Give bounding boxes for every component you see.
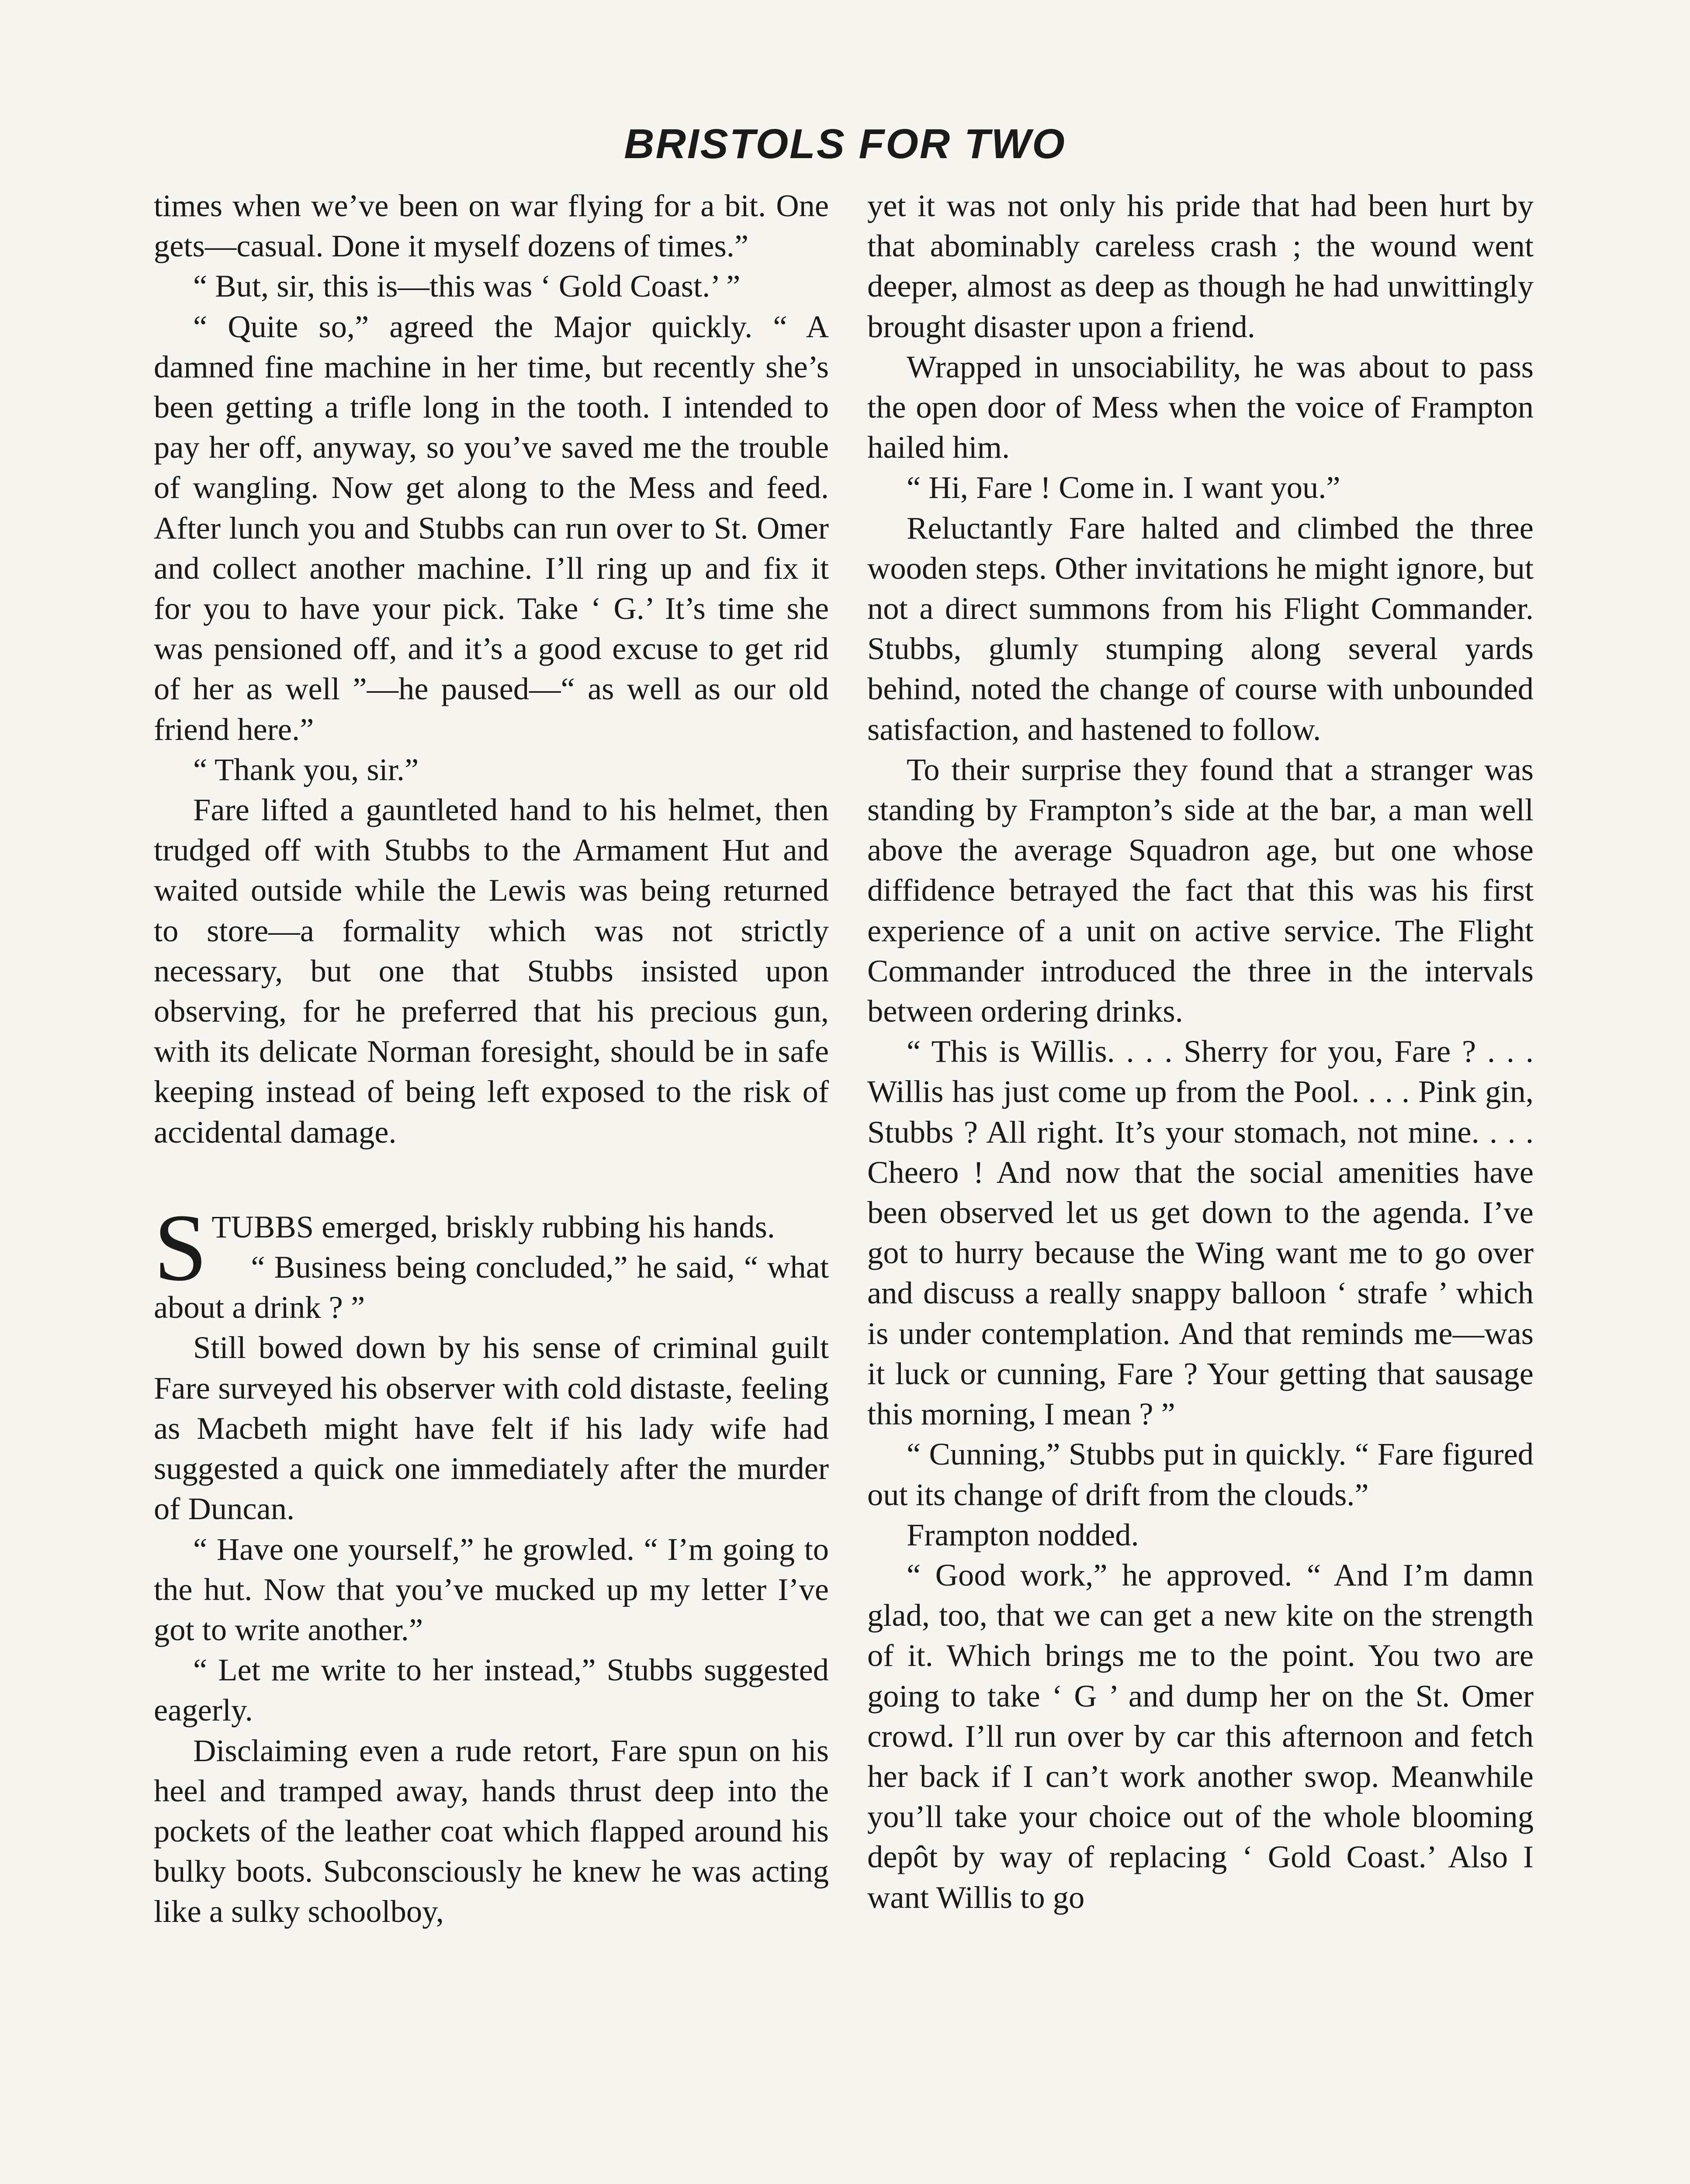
paragraph: “ This is Willis. . . . Sherry for you, Fare ? . . . Willis has just come up from the Pool. . . . Pink gin, Stubbs ? All right. It’s your stomach, not mine. . . . Cheero ! And now that the social amenities have been observed let us get down to the agenda. I’ve got to hurry because the Wing want me to go over and discuss a really snappy balloon ‘ strafe ’ which is under contemplation. And that reminds me—was it luck or cunning, Fare ? Your getting that sausage this morning, I mean ? ” (867, 1033, 1534, 1432)
paragraph: “ Have one yourself,” he growled. “ I’m going to the hut. Now that you’ve mucked up my letter I’ve got to write another.” (154, 1531, 829, 1647)
paragraph: Fare lifted a gauntleted hand to his helmet, then trudged off with Stubbs to the Armament Hut and waited outside while the Lewis was being returned to store—a formality which was not strictly necessary, but one that Stubbs insisted upon observing, for he preferred that his precious gun, with its delicate Norman foresight, should be in safe keeping instead of being left exposed to the risk of accidental damage. (154, 792, 829, 1150)
page-title: BRISTOLS FOR TWO (624, 121, 1066, 167)
drop-cap-letter: S (154, 1194, 208, 1301)
left-column (154, 186, 829, 1932)
paragraph: Still bowed down by his sense of criminal guilt Fare surveyed his observer with cold distaste, feeling as Macbeth might have felt if his lady wife had suggested a quick one immediately after the murder of Duncan. (154, 1330, 829, 1527)
paragraph-text: TUBBS emerged, briskly rubbing his hands. (211, 1209, 775, 1244)
paragraph: yet it was not only his pride that had been hurt by that abominably careless crash ; the wound went deeper, almost as deep as though he had unwittingly brought disaster upon a friend. (867, 188, 1534, 344)
paragraph: “ Cunning,” Stubbs put in quickly. “ Fare figured out its change of drift from the clouds.” (867, 1436, 1534, 1512)
paragraph: “ Hi, Fare ! Come in. I want you.” (907, 470, 1340, 505)
paragraph: Frampton nodded. (907, 1517, 1139, 1552)
right-column (867, 186, 1534, 1918)
paragraph: Reluctantly Fare halted and climbed the three wooden steps. Other invitations he might ignore, but not a direct summons from his Flight Commander. Stubbs, glumly stumping along several yards behind, noted the change of course with unbounded satisfaction, and hastened to follow. (867, 510, 1534, 747)
paragraph: “ Let me write to her instead,” Stubbs suggested eagerly. (154, 1652, 829, 1728)
paragraph: “ Good work,” he approved. “ And I’m damn glad, too, that we can get a new kite on the strength of it. Which brings me to the point. You two are going to take ‘ G ’ and dump her on the St. Omer crowd. I’ll run over by car this afternoon and fetch her back if I can’t work another swop. Meanwhile you’ll take your choice out of the whole blooming depôt by way of replacing ‘ Gold Coast.’ Also I want Willis to go (867, 1557, 1534, 1915)
paragraph: Disclaiming even a rude retort, Fare spun on his heel and tramped away, hands thrust deep into the pockets of the leather coat which flapped around his bulky boots. Subconsciously he knew he was acting like a sulky schoolboy, (154, 1732, 829, 1929)
paragraph: “ Business being concluded,” he said, “ what about a drink ? ” (154, 1249, 829, 1325)
paragraph: “ Thank you, sir.” (193, 751, 419, 787)
paragraph: Wrapped in unsociability, he was about to pass the open door of Mess when the voice of Frampton hailed him. (867, 349, 1534, 465)
paragraph: To their surprise they found that a stranger was standing by Frampton’s side at the bar, a man well above the average Squadron age, but one whose diffidence betrayed the fact that this was his first experience of a unit on active service. The Flight Commander introduced the three in the intervals between ordering drinks. (867, 751, 1534, 1029)
paragraph: times when we’ve been on war flying for a bit. One gets—casual. Done it myself dozens of times.” (154, 188, 829, 264)
paragraph: “ But, sir, this is—this was ‘ Gold Coast.’ ” (193, 268, 741, 304)
paragraph: “ Quite so,” agreed the Major quickly. “ A damned fine machine in her time, but recently she’s been getting a trifle long in the tooth. I intended to pay her off, anyway, so you’ve saved me the trouble of wangling. Now get along to the Mess and feed. After lunch you and Stubbs can run over to St. Omer and collect another machine. I’ll ring up and fix it for you to have your pick. Take ‘ G.’ It’s time she was pensioned off, and it’s a good excuse to get rid of her as well ”—he paused—“ as well as our old friend here.” (154, 308, 829, 747)
